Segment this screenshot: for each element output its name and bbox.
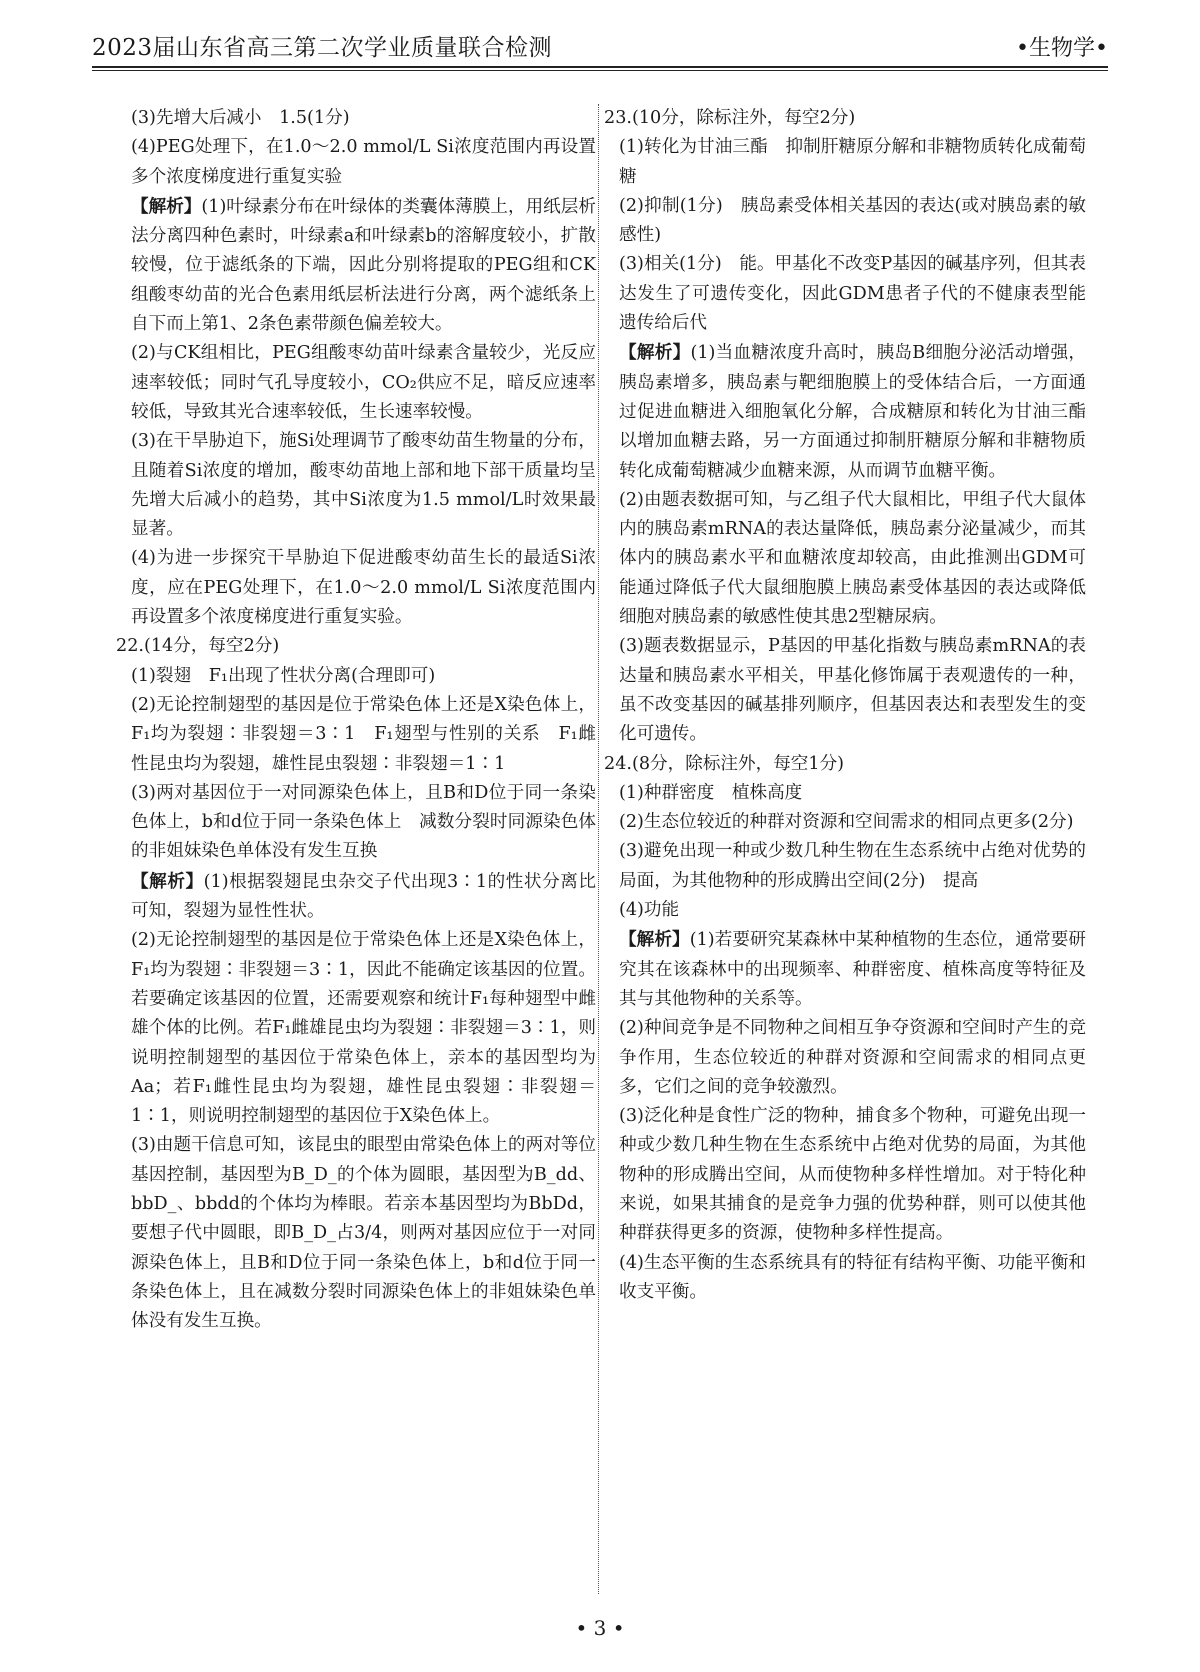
answer-paragraph: (4)为进一步探究干旱胁迫下促进酸枣幼苗生长的最适Si浓度，应在PEG处理下，在1.0～2.0 mmol/L Si浓度范围内再设置多个浓度梯度进行重复实验。: [131, 548, 596, 628]
analysis-text: (1)当血糖浓度升高时，胰岛B细胞分泌活动增强，胰岛素增多，胰岛素与靶细胞膜上的受体结合后，一方面通过促进血糖进入细胞氧化分解，合成糖原和转化为甘油三酯以增加血糖去路，另一方面通过抑制肝糖原分解和非糖物质转化成葡萄糖减少血糖来源，从而调节血糖平衡。: [619, 343, 1086, 481]
answer-paragraph: (3)泛化种是食性广泛的物种，捕食多个物种，可避免出现一种或少数几种生物在生态系统中占绝对优势的局面，为其他物种的形成腾出空间，从而使物种多样性增加。对于特化种来说，如果其捕食的是竞争力强的优势种群，则可以使其他种群获得更多的资源，使物种多样性提高。: [619, 1106, 1086, 1244]
answer-paragraph: (2)无论控制翅型的基因是位于常染色体上还是X染色体上，F₁均为裂翅∶非裂翅＝3∶1 F₁翅型与性别的关系 F₁雌性昆虫均为裂翅，雄性昆虫裂翅∶非裂翅＝1∶1: [131, 694, 596, 774]
answer-paragraph: (3)在干旱胁迫下，施Si处理调节了酸枣幼苗生物量的分布，且随着Si浓度的增加，酸枣幼苗地上部和地下部干质量均呈先增大后减小的趋势，其中Si浓度为1.5 mmol/L时效果最显著。: [131, 431, 596, 540]
analysis-label: 【解析】: [619, 929, 690, 951]
column-divider: [598, 104, 599, 1594]
answer-paragraph: (3)由题干信息可知，该昆虫的眼型由常染色体上的两对等位基因控制，基因型为B_D_的个体为圆眼，基因型为B_dd、bbD_、bbdd的个体均为棒眼。若亲本基因型均为BbDd，要想子代中圆眼，即B_D_占3/4，则两对基因应位于一对同源染色体上，且B和D位于同一条染色体上，b和d位于同一条染色体上，且在减数分裂时同源染色体上的非姐妹染色单体没有发生互换。: [131, 1135, 596, 1332]
analysis-paragraph: [116, 192, 596, 339]
analysis-label: 【解析】: [131, 195, 202, 217]
analysis-text: (1)若要研究某森林中某种植物的生态位，通常要研究其在该森林中的出现频率、种群密度、植株高度等特征及其与其他物种的关系等。: [619, 930, 1086, 1009]
question-heading: 22.(14分，每空2分): [116, 636, 280, 657]
answer-paragraph: (1)种群密度 植株高度: [619, 782, 803, 803]
analysis-paragraph: [604, 925, 1086, 1014]
page-header: [92, 24, 1108, 62]
right-column: [604, 104, 1086, 1307]
answer-paragraph: (3)题表数据显示，P基因的甲基化指数与胰岛素mRNA的表达量和胰岛素水平相关，甲基化修饰属于表观遗传的一种，虽不改变基因的碱基排列顺序，但基因表达和表型发生的变化可遗传。: [619, 636, 1086, 745]
header-rule-thick: [92, 66, 1108, 68]
analysis-paragraph: [604, 338, 1086, 485]
answer-paragraph: (2)抑制(1分) 胰岛素受体相关基因的表达(或对胰岛素的敏感性): [619, 195, 1086, 246]
answer-paragraph: (3)两对基因位于一对同源染色体上，且B和D位于同一条染色体上，b和d位于同一条染色体上 减数分裂时同源染色体的非姐妹染色单体没有发生互换: [131, 782, 596, 862]
analysis-label: 【解析】: [619, 342, 691, 364]
answer-paragraph: (3)相关(1分) 能。甲基化不改变P基因的碱基序列，但其表达发生了可遗传变化，因此GDM患者子代的不健康表型能遗传给后代: [619, 254, 1086, 334]
answer-paragraph: (2)无论控制翅型的基因是位于常染色体上还是X染色体上，F₁均为裂翅∶非裂翅＝3∶1，因此不能确定该基因的位置。若要确定该基因的位置，还需要观察和统计F₁每种翅型中雌雄个体的比例。若F₁雌雄昆虫均为裂翅∶非裂翅＝3∶1，则说明控制翅型的基因位于常染色体上，亲本的基因型均为Aa；若F₁雌性昆虫均为裂翅，雄性昆虫裂翅∶非裂翅＝1∶1，则说明控制翅型的基因位于X染色体上。: [131, 930, 596, 1127]
page-number: • 3 •: [575, 1616, 625, 1640]
left-column: [116, 104, 596, 1336]
analysis-label: 【解析】: [131, 870, 204, 892]
answer-paragraph: (2)由题表数据可知，与乙组子代大鼠相比，甲组子代大鼠体内的胰岛素mRNA的表达量降低，胰岛素分泌量减少，而其体内的胰岛素水平和血糖浓度却较高，由此推测出GDM可能通过降低子代大鼠细胞膜上胰岛素受体基因的表达或降低细胞对胰岛素的敏感性使其患2型糖尿病。: [619, 489, 1086, 628]
exam-title: 2023届山东省高三第二次学业质量联合检测: [92, 35, 553, 61]
answer-paragraph: (1)裂翅 F₁出现了性状分离(合理即可): [131, 665, 436, 686]
answer-paragraph: (3)避免出现一种或少数几种生物在生态系统中占绝对优势的局面，为其他物种的形成腾出空间(2分) 提高: [619, 841, 1086, 891]
answer-paragraph: (2)生态位较近的种群对资源和空间需求的相同点更多(2分): [619, 812, 1074, 833]
answer-paragraph: (1)转化为甘油三酯 抑制肝糖原分解和非糖物质转化成葡萄糖: [619, 137, 1086, 187]
question-heading: 23.(10分，除标注外，每空2分): [604, 108, 856, 128]
answer-paragraph: (2)种间竞争是不同物种之间相互争夺资源和空间时产生的竞争作用，生态位较近的种群对资源和空间需求的相同点更多，它们之间的竞争较激烈。: [619, 1018, 1086, 1097]
answer-paragraph: (4)功能: [619, 900, 680, 921]
answer-paragraph: (3)先增大后减小 1.5(1分): [131, 108, 350, 128]
question-heading: 24.(8分，除标注外，每空1分): [604, 753, 845, 774]
answer-paragraph: (2)与CK组相比，PEG组酸枣幼苗叶绿素含量较少，光反应速率较低；同时气孔导度较小，CO₂供应不足，暗反应速率较低，导致其光合速率较低，生长速率较慢。: [131, 343, 596, 422]
header-rule-thin: [92, 70, 1108, 71]
analysis-text: (1)根据裂翅昆虫杂交子代出现3∶1的性状分离比可知，裂翅为显性性状。: [131, 871, 596, 922]
subject-label: •生物学•: [1016, 36, 1108, 61]
analysis-paragraph: [116, 867, 596, 927]
answer-paragraph: (4)生态平衡的生态系统具有的特征有结构平衡、功能平衡和收支平衡。: [619, 1252, 1086, 1302]
analysis-text: (1)叶绿素分布在叶绿体的类囊体薄膜上，用纸层析法分离四种色素时，叶绿素a和叶绿素b的溶解度较小，扩散较慢，位于滤纸条的下端，因此分别将提取的PEG组和CK组酸枣幼苗的光合色素用纸层析法进行分离，两个滤纸条上自下而上第1、2条色素带颜色偏差较大。: [131, 196, 596, 335]
answer-paragraph: (4)PEG处理下，在1.0～2.0 mmol/L Si浓度范围内再设置多个浓度梯度进行重复实验: [131, 137, 596, 187]
